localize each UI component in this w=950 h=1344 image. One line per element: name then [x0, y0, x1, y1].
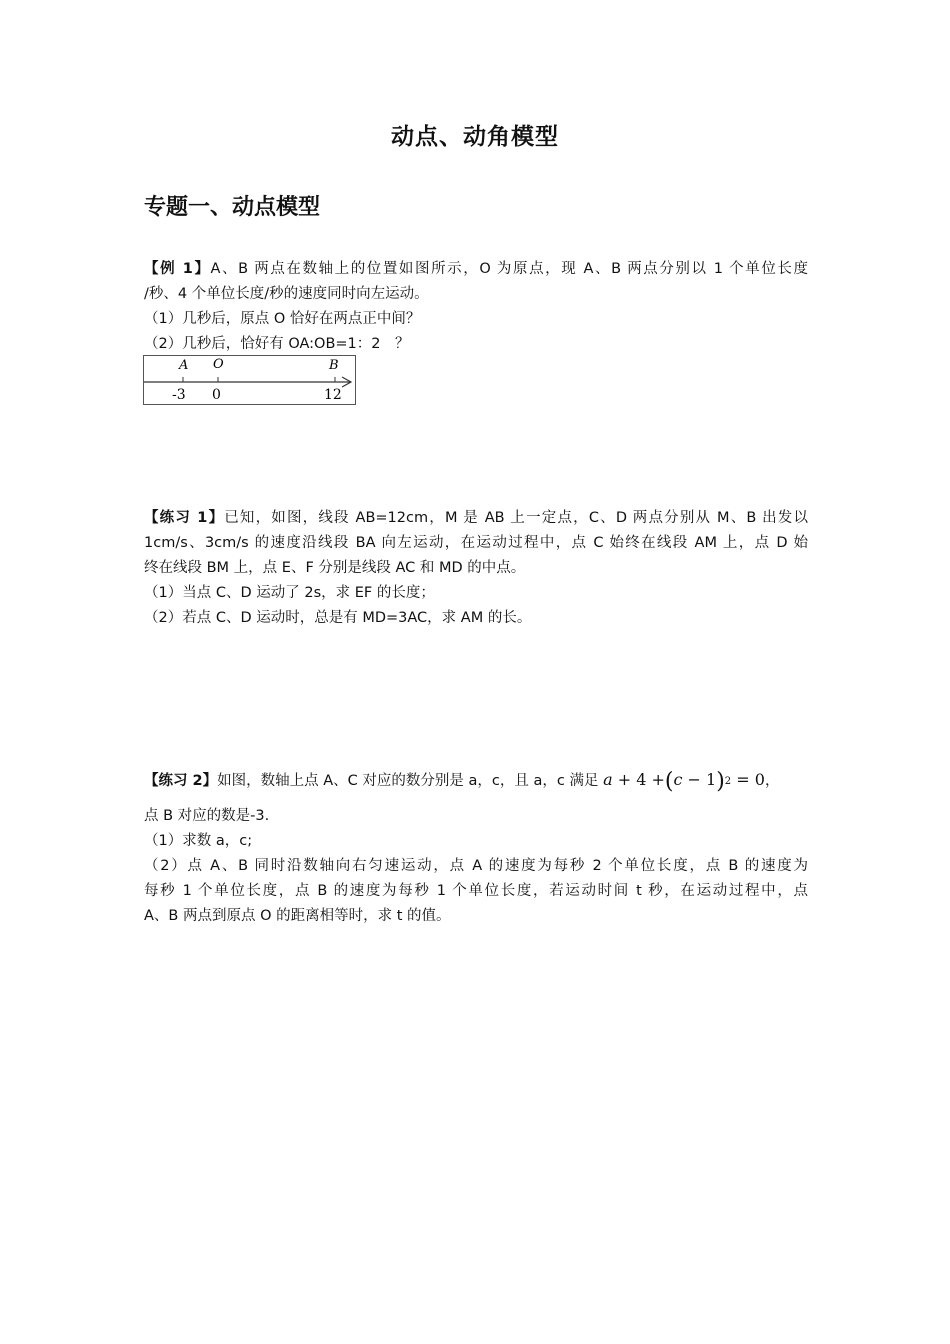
- number-line-figure: [143, 355, 358, 407]
- label-b: B: [329, 358, 339, 373]
- practice-1: [144, 506, 808, 631]
- page-title: 动点、动角模型: [391, 124, 559, 150]
- value-o: 0: [212, 387, 221, 403]
- value-a: -3: [172, 387, 186, 403]
- practice-1-line-1: 【练习 1】已知，如图，线段 AB=12cm，M 是 AB 上一定点，C、D 两点分别从 M、B 出发以: [144, 510, 808, 526]
- practice-1-question-2: （2）若点 C、D 运动时，总是有 MD=3AC，求 AM 的长。: [144, 610, 532, 626]
- practice-1-tag: 【练习 1】: [144, 510, 225, 526]
- example-1-line-2: /秒、4 个单位长度/秒的速度同时向左运动。: [144, 286, 429, 302]
- practice-1-line-3: 终在线段 BM 上，点 E、F 分别是线段 AC 和 MD 的中点。: [144, 560, 526, 576]
- practice-1-question-1: （1）当点 C、D 运动了 2s，求 EF 的长度；: [144, 585, 435, 601]
- example-1-question-1: （1）几秒后，原点 O 恰好在两点正中间？: [144, 311, 421, 327]
- label-o: O: [213, 357, 224, 372]
- practice-2-equation: a + 4 +(c − 1)2 = 0: [603, 769, 765, 794]
- example-1-tag: 【例 1】: [144, 261, 211, 277]
- section-heading: 专题一、动点模型: [144, 195, 321, 220]
- label-a: A: [179, 358, 189, 373]
- example-1-line-1: 【例 1】A、B 两点在数轴上的位置如图所示，O 为原点，现 A、B 两点分别以 1 个单位长度: [144, 261, 808, 277]
- practice-2-line-1: 【练习 2】如图，数轴上点 A、C 对应的数分别是 a，c，且 a，c 满足 a + 4 +(c − 1)2 = 0，: [144, 769, 780, 794]
- practice-2-question-1: （1）求数 a，c;: [144, 833, 253, 849]
- value-b: 12: [324, 387, 342, 403]
- practice-2-question-2-line-3: A、B 两点到原点 O 的距离相等时，求 t 的值。: [144, 908, 451, 924]
- practice-2-question-2-line-1: （2）点 A、B 同时沿数轴向右匀速运动，点 A 的速度为每秒 2 个单位长度，点 B 的速度为: [144, 858, 808, 874]
- example-1: [144, 257, 808, 357]
- practice-2-question-2-line-2: 每秒 1 个单位长度，点 B 的速度为每秒 1 个单位长度，若运动时间 t 秒，在运动过程中，点: [144, 883, 808, 899]
- practice-2-tag: 【练习 2】: [144, 773, 218, 789]
- practice-2-line-2: 点 B 对应的数是-3.: [144, 808, 270, 824]
- practice-1-line-2: 1cm/s、3cm/s 的速度沿线段 BA 向左运动，在运动过程中，点 C 始终在线段 AM 上，点 D 始: [144, 535, 808, 551]
- example-1-question-2: （2）几秒后，恰好有 OA:OB=1：2 ？: [144, 336, 410, 352]
- practice-2: [144, 766, 808, 929]
